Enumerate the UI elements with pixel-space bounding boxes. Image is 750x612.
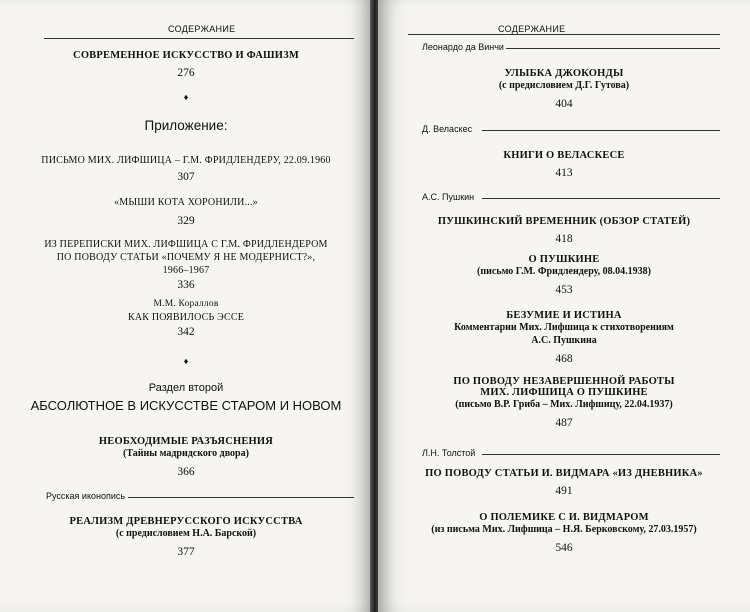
entry-subtitle: (письмо В.Р. Гриба – Мих. Лифшицу, 22.04.1937) — [455, 399, 673, 410]
toc-entry — [0, 50, 372, 81]
subsection-rule — [482, 198, 720, 199]
entry-subtitle: (письмо Г.М. Фридлендеру, 08.04.1938) — [477, 266, 651, 277]
entry-subtitle: (из письма Мих. Лифшица – Н.Я. Берковскому, 27.03.1957) — [431, 524, 697, 535]
entry-subtitle: (с предисловием Д.Г. Гутова) — [498, 80, 630, 91]
right-page — [378, 0, 750, 612]
section-title: АБСОЛЮТНОЕ В ИСКУССТВЕ СТАРОМ И НОВОМ — [30, 398, 342, 413]
entry-title: КАК ПОЯВИЛОСЬ ЭССЕ — [127, 312, 245, 323]
page-number: 491 — [555, 485, 573, 497]
toc-entry — [378, 310, 750, 367]
entry-subtitle: (Тайны мадридского двора) — [123, 448, 249, 459]
toc-entry — [0, 238, 372, 293]
section-label: Раздел второй — [148, 382, 224, 394]
header-rule — [44, 38, 354, 39]
toc-entry — [0, 196, 372, 229]
entry-title: ПИСЬМО МИХ. ЛИФШИЦА – Г.М. ФРИДЛЕНДЕРУ, 22.09.1960 — [41, 155, 331, 166]
entry-title-line: ИЗ ПЕРЕПИСКИ МИХ. ЛИФШИЦА С Г.М. ФРИДЛЕНДЕРОМ — [44, 239, 328, 250]
entry-title: ПО ПОВОДУ СТАТЬИ И. ВИДМАРА «ИЗ ДНЕВНИКА» — [425, 468, 703, 479]
entry-subtitle-line: Комментарии Мих. Лифшица к стихотворениям — [454, 322, 674, 333]
toc-entry — [378, 216, 750, 247]
page-number: 276 — [177, 67, 195, 79]
left-page — [0, 0, 372, 612]
page-number: 377 — [177, 546, 195, 558]
page-number: 418 — [555, 233, 573, 245]
page-number: 487 — [555, 417, 573, 429]
entry-title: СОВРЕМЕННОЕ ИСКУССТВО И ФАШИЗМ — [73, 50, 299, 61]
entry-title: О ПУШКИНЕ — [528, 254, 600, 265]
page-number: 366 — [177, 466, 195, 478]
entry-title: ПУШКИНСКИЙ ВРЕМЕННИК (ОБЗОР СТАТЕЙ) — [437, 216, 691, 227]
subsection-label: Д. Веласкес — [422, 124, 473, 134]
page-number: 468 — [555, 353, 573, 365]
entry-author: М.М. Кораллов — [153, 299, 219, 309]
entry-title-line: ПО ПОВОДУ СТАТЬИ «ПОЧЕМУ Я НЕ МОДЕРНИСТ?», — [56, 252, 316, 263]
ornament: ♦ — [183, 92, 189, 102]
toc-entry — [378, 150, 750, 181]
page-number: 329 — [177, 215, 195, 227]
toc-entry — [378, 376, 750, 431]
entry-title: УЛЫБКА ДЖОКОНДЫ — [504, 68, 624, 79]
page-number: 336 — [177, 279, 195, 291]
toc-entry — [0, 436, 372, 480]
entry-title: «МЫШИ КОТА ХОРОНИЛИ...» — [114, 197, 258, 208]
entry-title-line: 1966–1967 — [162, 265, 210, 276]
subsection-label: А.С. Пушкин — [422, 192, 475, 202]
header-rule — [408, 34, 720, 35]
toc-entry — [378, 254, 750, 298]
subsection-rule — [128, 497, 354, 498]
entry-subtitle-line: А.С. Пушкина — [531, 335, 597, 346]
subsection-rule — [482, 454, 720, 455]
subsection-rule — [482, 130, 720, 131]
entry-title: БЕЗУМИЕ И ИСТИНА — [506, 310, 622, 321]
page-number: 413 — [555, 167, 573, 179]
page-number: 546 — [555, 542, 573, 554]
subsection-label: Леонардо да Винчи — [422, 42, 504, 52]
toc-entry — [378, 468, 750, 499]
toc-entry — [0, 516, 372, 560]
entry-title: РЕАЛИЗМ ДРЕВНЕРУССКОГО ИСКУССТВА — [69, 516, 303, 527]
entry-subtitle: (с предисловием Н.А. Барской) — [115, 528, 257, 539]
ornament: ♦ — [183, 356, 189, 366]
entry-title: НЕОБХОДИМЫЕ РАЗЪЯСНЕНИЯ — [98, 436, 274, 447]
page-number: 404 — [555, 98, 573, 110]
toc-entry — [378, 512, 750, 556]
toc-entry — [0, 154, 372, 185]
entry-title-line: ПО ПОВОДУ НЕЗАВЕРШЕННОЙ РАБОТЫ — [453, 376, 675, 387]
entry-title: О ПОЛЕМИКЕ С И. ВИДМАРОМ — [479, 512, 649, 523]
page-number: 342 — [177, 326, 195, 338]
page-number: 453 — [555, 284, 573, 296]
subsection-rule — [506, 48, 720, 49]
toc-entry — [0, 298, 372, 340]
entry-title: КНИГИ О ВЕЛАСКЕСЕ — [503, 150, 625, 161]
subsection-label: Л.Н. Толстой — [422, 448, 476, 458]
appendix-title: Приложение: — [144, 118, 228, 133]
running-header: СОДЕРЖАНИЕ — [168, 24, 236, 34]
toc-entry — [378, 68, 750, 112]
page-number: 307 — [177, 171, 195, 183]
subsection-label: Русская иконопись — [46, 491, 126, 501]
entry-title-line: МИХ. ЛИФШИЦА О ПУШКИНЕ — [480, 387, 648, 398]
running-header: СОДЕРЖАНИЕ — [498, 24, 566, 34]
